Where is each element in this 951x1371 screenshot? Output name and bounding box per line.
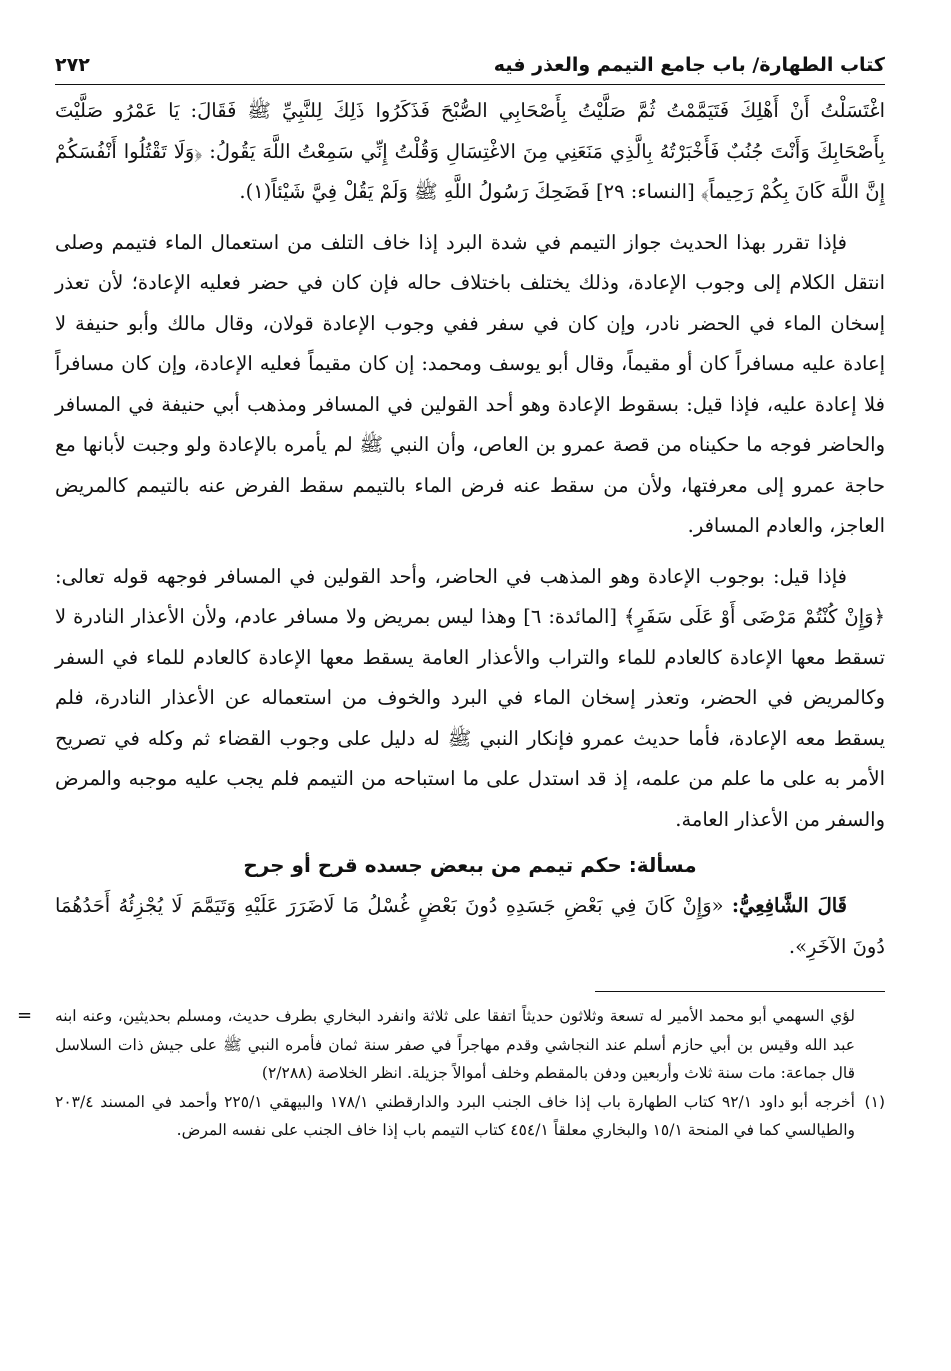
body-paragraph-1: فإذا تقرر بهذا الحديث جواز التيمم في شدة البرد إذا خاف التلف من استعمال الماء فتيمم وصلى انتقل الكلام إلى وجوب الإعادة، وذلك يختلف باختلاف حاله فإن كان في حضر فعليه الإعادة؛ لأن تعذر إسخان الماء في الحضر نادر، وإن كان في سفر ففي وجوب الإعادة قولان، وقال مالك وأبو حنيفة لا إعادة عليه مسافراً كان أو مقيماً، وقال أبو يوسف ومحمد: إن كان مقيماً فعليه الإعادة، وإن كان مسافراً فلا إعادة عليه، فإذا قيل: بسقوط الإعادة وهو أحد القولين في المسافر ومذهب أبي حنيفة في المسافر والحاضر فوجه ما حكيناه من قصة عمرو بن العاص، وأن النبي ﷺ لم يأمره بالإعادة ولو وجبت لأبانها مع حاجة عمرو إلى معرفتها، ولأن من سقط عنه فرض الماء بالتيمم سقط الفرض عنه بالتيمم كالمريض العاجز، والعادم المسافر. <box>55 230 885 537</box>
page-header <box>55 48 885 85</box>
section-heading: مسألة: حكم تيمم من ببعض جسده قرح أو جرح <box>243 853 697 877</box>
footnote-1 <box>55 1088 885 1145</box>
footnote-separator <box>595 991 885 992</box>
book-page <box>17 48 885 1145</box>
continuation-mark: = <box>17 1005 33 1026</box>
body-paragraph-2: فإذا قيل: بوجوب الإعادة وهو المذهب في الحاضر، وأحد القولين في المسافر فوجهه قوله تعالى: ﴿وَإِنْ كُنْتُمْ مَرْضَى أَوْ عَلَى سَفَرٍ﴾ [المائدة: ٦] وهذا ليس بمريض ولا مسافر عادم، ولأن الأعذار النادرة لا تسقط معها الإعادة كالعادم للماء والتراب والأعذار العامة يسقط معها الإعادة كالعادم للماء في السفر وكالمريض في الحضر، وتعذر إسخان الماء في البرد والخوف من استعماله عن الأعذار النادرة، فلم يسقط معه الإعادة، فأما حديث عمرو فإنكار النبي ﷺ له دليل على وجوب القضاء ثم وكله في تصريح الأمر به على ما علم من علمه، إذ قد استدل على ما استباحه من التيمم فلم يجب عليه موجبه والمرض والسفر من الأعذار العامة. <box>55 564 885 831</box>
footnote-1-text: أخرجه أبو داود ٩٢/١ كتاب الطهارة باب إذا خاف الجنب البرد والدارقطني ١٧٨/١ والبيهقي ٢٢٥/١ وأحمد في المسند ٢٠٣/٤ والطيالسي كما في المنحة ١٥/١ والبخاري معلقاً ٤٥٤/١ كتاب التيمم باب إذا خاف الجنب على نفسه المرض. <box>55 1092 855 1139</box>
page-number: ٢٧٢ <box>55 54 90 76</box>
footnote-continuation <box>17 1002 885 1088</box>
shafii-statement <box>55 886 885 967</box>
running-title: كتاب الطهارة/ باب جامع التيمم والعذر فيه <box>493 54 885 76</box>
shafii-text: «وَإِنْ كَانَ فِي بَعْضِ جَسَدِهِ دُونَ بَعْضٍ غُسْلُ مَا لَاضَرَرَ عَلَيْهِ وَتَيَمَّمَ لَا يُجْزِئُهُ أَحَدُهُمَا دُونَ الآخَرِ». <box>55 894 885 958</box>
shafii-label: قَالَ الشَّافِعِيُّ: <box>731 894 847 917</box>
footnote-continuation-text: لؤي السهمي أبو محمد الأمير له تسعة وثلاثون حديثاً اتفقا على ثلاثة وانفرد البخاري بطرف حديث، ومسلم بحديثين، وعنه ابنه عبد الله وقيس بن أبي حازم أسلم عند النجاشي وقدم مهاجراً في صفر سنة ثمان فأمره النبي ﷺ على جيش ذات السلاسل قال جماعة: مات سنة ثلاث وأربعين ودفن بالمقطم وخلف أموالاً جزيلة. انظر الخلاصة (٢/٢٨٨) <box>55 1007 855 1082</box>
hadith-paragraph: اغْتَسَلْتُ أَنْ أَهْلِكَ فَتَيَمَّمْتُ ثُمَّ صَلَّيْتُ بِأَصْحَابِي الصُّبْحَ فَذَكَرُوا ذَلِكَ لِلنَّبِيِّ ﷺ فَقَالَ: يَا عَمْرُو صَلَّيْتَ بِأَصْحَابِكَ وَأَنْتَ جُنُبٌ فَأَخْبَرْتُهُ بِالَّذِي مَنَعَنِي مِنَ الاغْتِسَالِ وَقُلْتُ إِنِّي سَمِعْتُ اللَّهَ يَقُولُ: ﴿وَلَا تَقْتُلُوا أَنْفُسَكُمْ إِنَّ اللَّهَ كَانَ بِكُمْ رَحِيماً﴾ [النساء: ٢٩] فَضَحِكَ رَسُولُ اللَّهِ ﷺ وَلَمْ يَقُلْ فِيَّ شَيْئاً(١). <box>55 99 885 203</box>
footnote-1-mark: (١) <box>864 1092 885 1111</box>
